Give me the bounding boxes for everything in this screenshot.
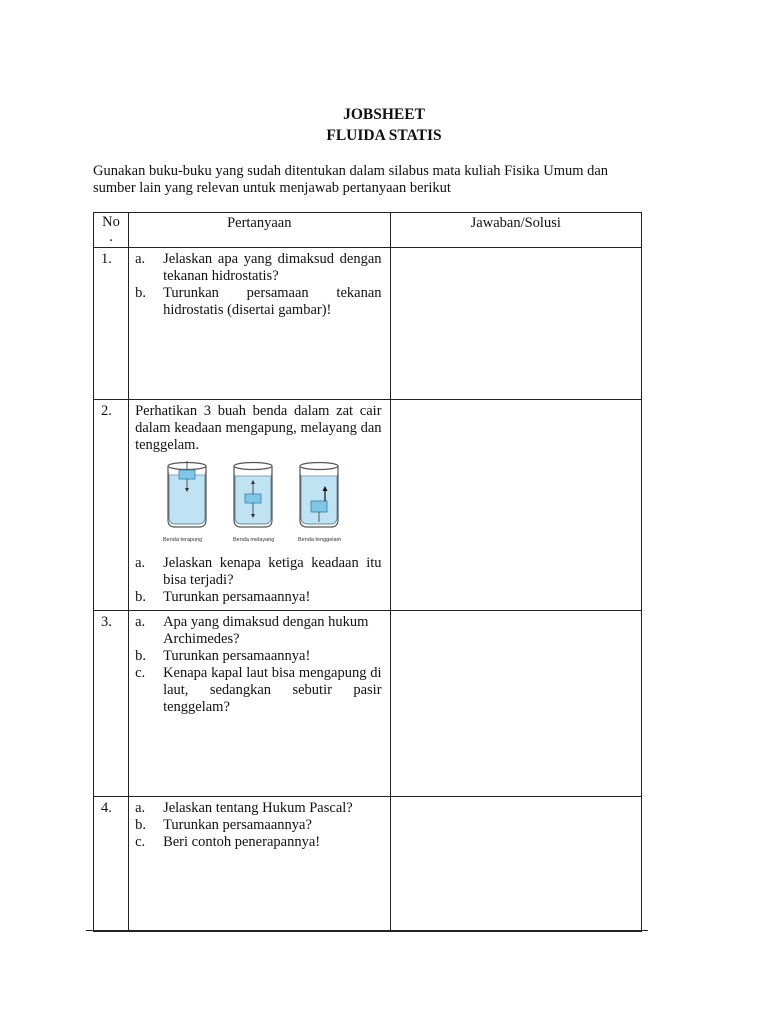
item-text: Jelaskan tentang Hukum Pascal? (163, 800, 353, 816)
table-row (94, 248, 642, 400)
document-title: JOBSHEET (343, 106, 425, 123)
item-text: Beri contoh penerapannya! (163, 834, 321, 850)
beaker-suspended (234, 463, 272, 528)
document-subtitle: FLUIDA STATIS (326, 127, 442, 144)
beaker-floating (168, 461, 206, 527)
item-letter: b. (135, 648, 146, 664)
item-letter: a. (135, 800, 146, 816)
row-number: 4. (94, 797, 129, 932)
question-item (135, 285, 381, 319)
item-letter: c. (135, 834, 146, 850)
question-item (135, 817, 381, 834)
question-item (135, 648, 381, 665)
item-text: Kenapa kapal laut bisa mengapung di laut, sedangkan sebutir pasir tenggelam? (163, 665, 382, 715)
question-cell (129, 248, 390, 400)
question-item (135, 251, 381, 285)
question-item (135, 614, 381, 648)
item-text: Jelaskan kenapa ketiga keadaan itu bisa terjadi? (163, 555, 382, 588)
item-letter: a. (135, 555, 146, 571)
question-intro: Perhatikan 3 buah benda dalam zat cair dalam keadaan mengapung, melayang dan tenggelam. (135, 403, 382, 453)
floating-block (179, 470, 195, 479)
caption-floating: Benda terapung (163, 537, 203, 543)
item-text: Turunkan persamaannya! (163, 589, 311, 605)
question-item (135, 834, 381, 851)
table-row (94, 797, 642, 932)
item-letter: b. (135, 285, 146, 301)
answer-cell[interactable] (390, 797, 641, 932)
question-cell (129, 611, 390, 797)
header-question: Pertanyaan (129, 213, 390, 248)
suspended-block (245, 494, 261, 503)
item-letter: b. (135, 589, 146, 605)
answer-cell[interactable] (390, 400, 641, 611)
caption-suspended: Benda melayang (233, 537, 275, 543)
question-cell (129, 797, 390, 932)
beaker-sinking (300, 463, 338, 528)
row-number: 2. (94, 400, 129, 611)
answer-cell[interactable] (390, 248, 641, 400)
question-item (135, 589, 381, 606)
row-number: 1. (94, 248, 129, 400)
instructions-paragraph: Gunakan buku-buku yang sudah ditentukan dalam silabus mata kuliah Fisika Umum dan sumber lain yang relevan untuk menjawab pertanyaan berikut (93, 163, 609, 196)
sinking-block (311, 501, 327, 512)
item-text: Apa yang dimaksud dengan hukum Archimedes? (163, 614, 369, 647)
row-number: 3. (94, 611, 129, 797)
header-no: No . (94, 213, 129, 248)
question-item (135, 665, 381, 716)
table-row (94, 400, 642, 611)
item-text: Turunkan persamaannya! (163, 648, 311, 664)
question-item (135, 800, 381, 817)
jobsheet-table (93, 212, 642, 932)
item-letter: a. (135, 251, 146, 267)
question-item (135, 555, 381, 589)
question-cell (129, 400, 390, 611)
table-header-row (94, 213, 642, 248)
buoyancy-figure (159, 458, 355, 544)
caption-sinking: Benda tenggelam (298, 537, 342, 543)
item-letter: b. (135, 817, 146, 833)
item-text: Turunkan persamaan tekanan hidrostatis (disertai gambar)! (163, 285, 382, 318)
page-bottom-rule (86, 930, 648, 931)
item-text: Turunkan persamaannya? (163, 817, 312, 833)
answer-cell[interactable] (390, 611, 641, 797)
item-letter: c. (135, 665, 146, 681)
item-text: Jelaskan apa yang dimaksud dengan tekanan hidrostatis? (163, 251, 382, 284)
item-letter: a. (135, 614, 146, 630)
header-answer: Jawaban/Solusi (390, 213, 641, 248)
table-row (94, 611, 642, 797)
